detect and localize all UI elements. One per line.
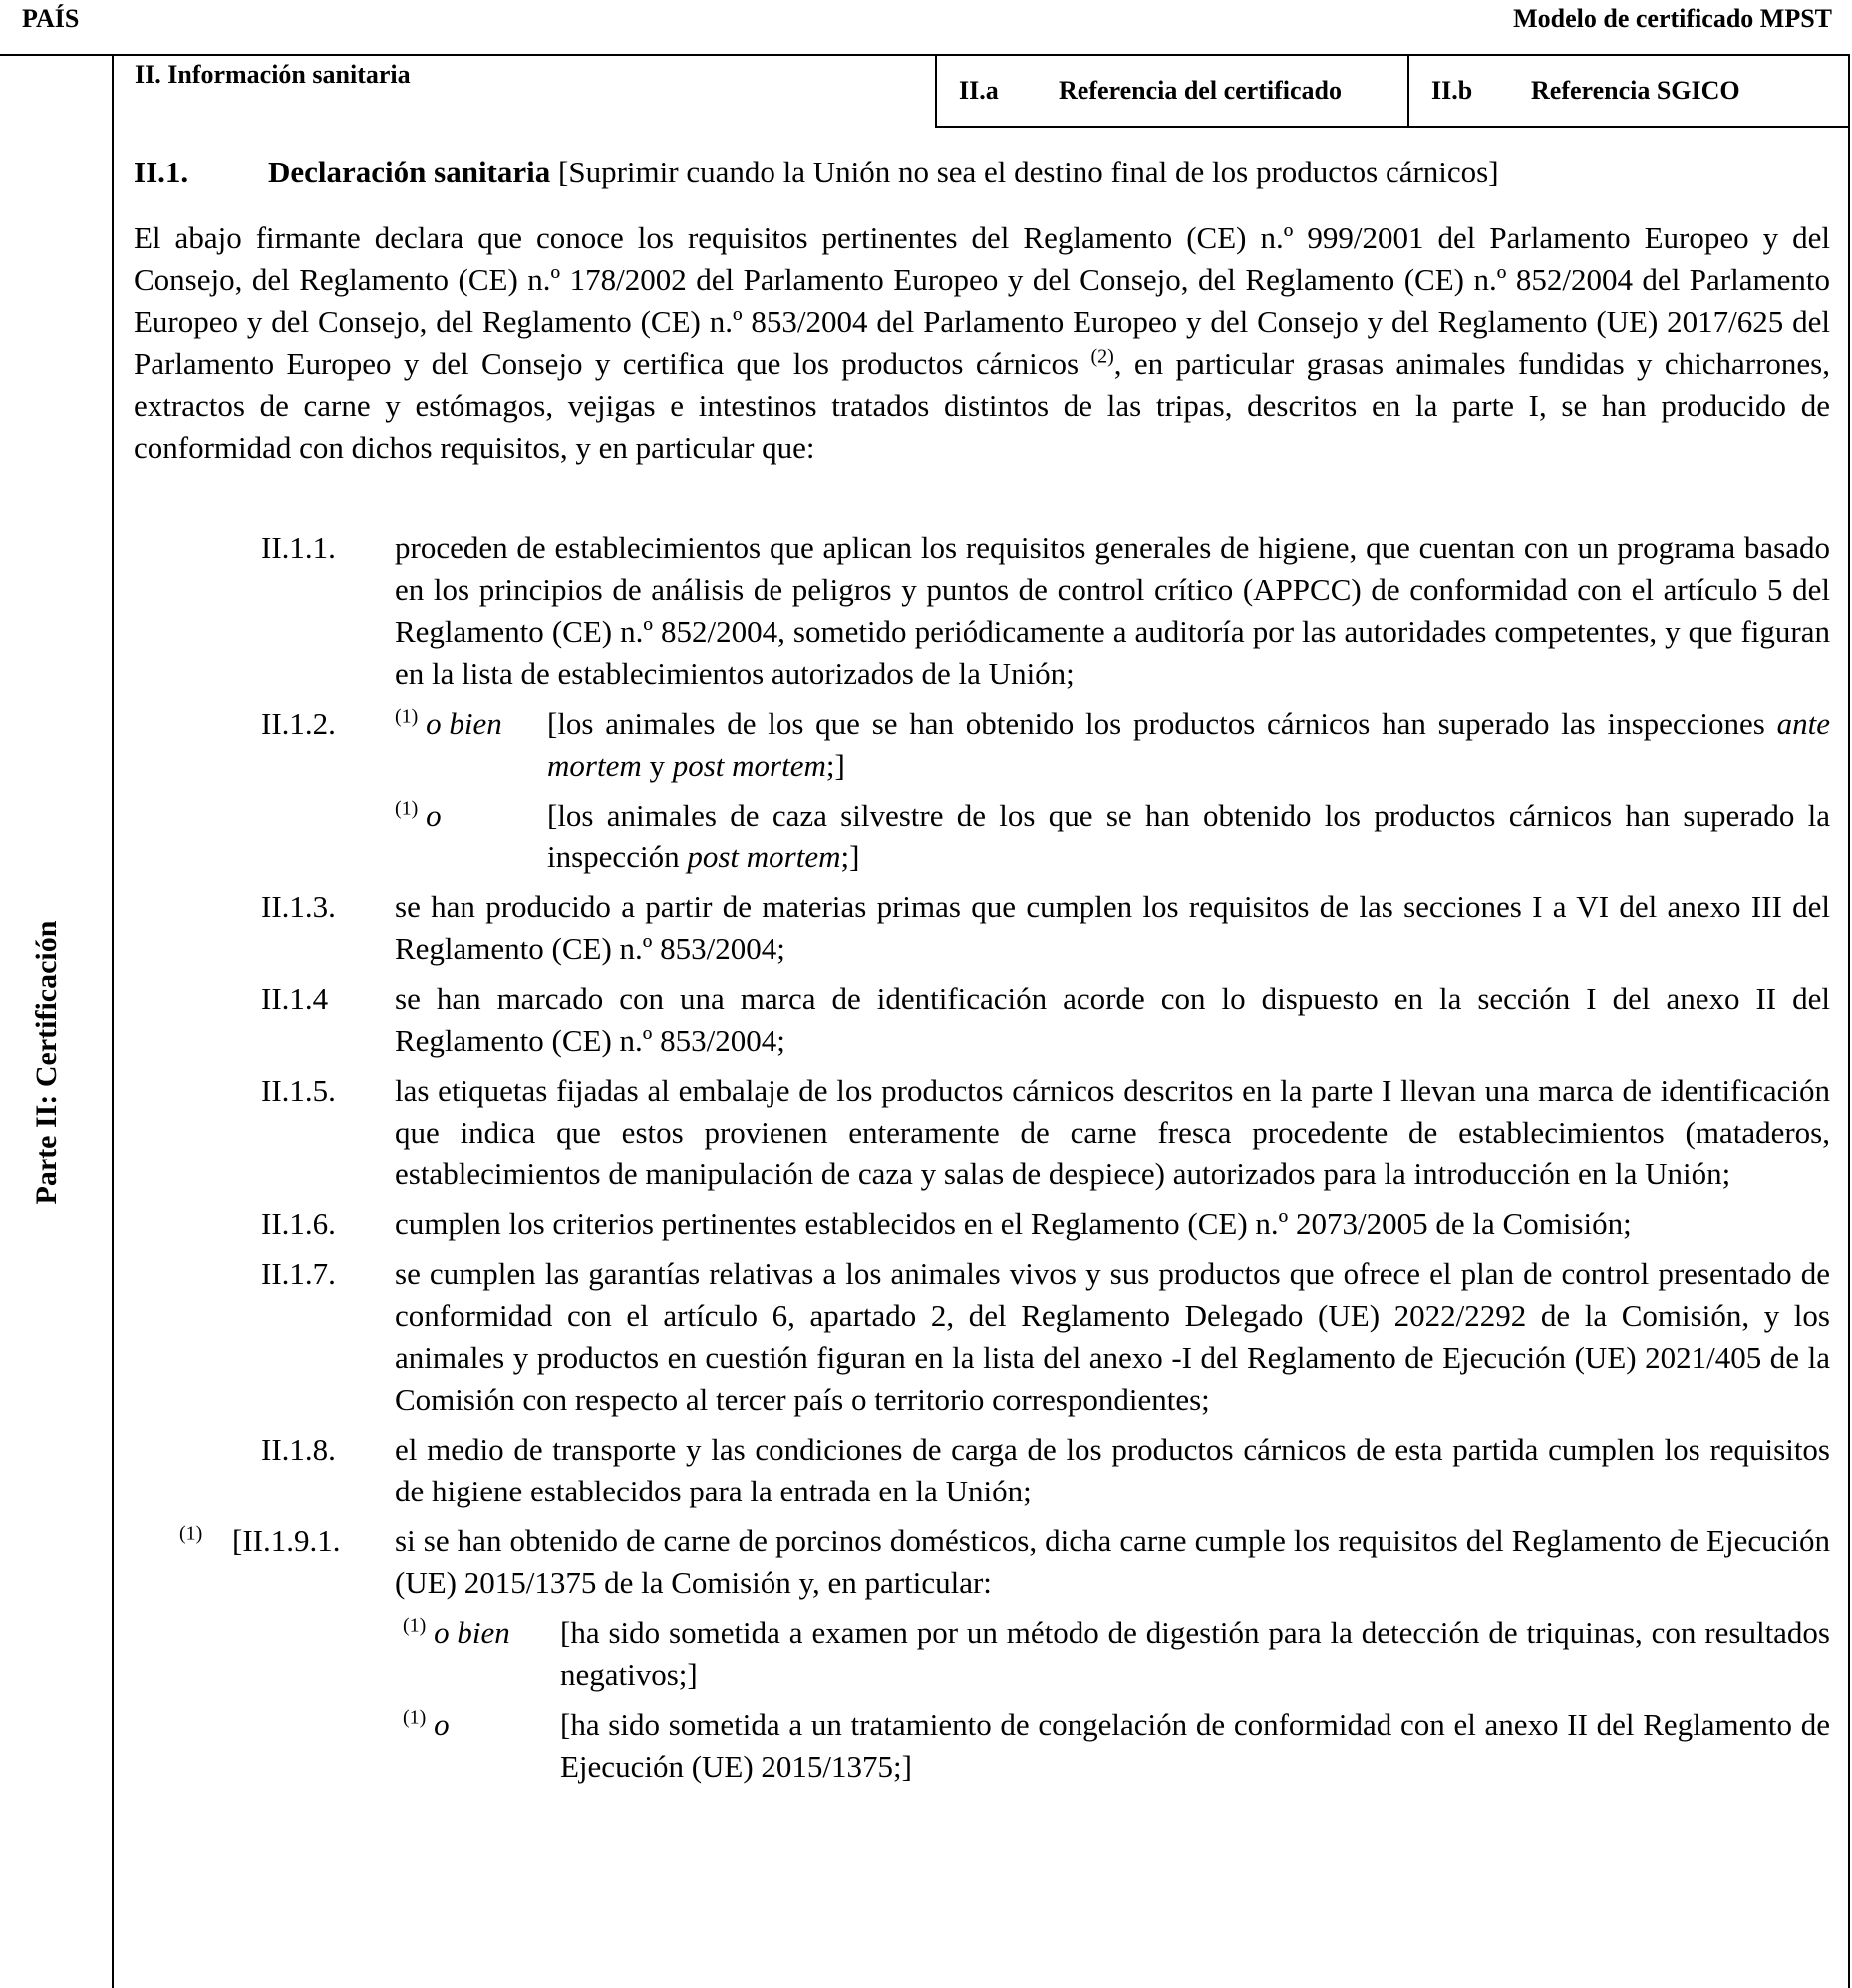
declaration-items	[134, 527, 1830, 1796]
option-text	[547, 703, 1830, 787]
item-number: II.1.6.	[261, 1206, 336, 1241]
item-text: se han producido a partir de materias primas que cumplen los requisitos de las secciones I a VI del anexo III del Reglamento (CE) n.º 853/2004;	[395, 889, 1830, 966]
option-text-part: y	[641, 748, 673, 783]
option-text-italic: ante mortem	[547, 706, 1830, 783]
option-marker	[403, 1704, 560, 1788]
item-number: II.1.1.	[261, 530, 336, 565]
list-item	[134, 703, 1830, 787]
ref-a-code: II.a	[959, 76, 999, 105]
list-item	[134, 886, 1830, 970]
item-text: se cumplen las garantías relativas a los animales vivos y sus productos que ofrece el plan de control presentado de conformidad con el artículo 6, apartado 2, del Reglamento Delegado (UE) 2022/2292 de la Comisión, y los animales y productos en cuestión figuran en la lista del anexo -I del Reglamento de Ejecución (UE) 2021/405 de la Comisión con respecto al tercer país o territorio correspondientes;	[395, 1256, 1830, 1417]
certificate-model-label: Modelo de certificado MPST	[1513, 4, 1832, 33]
option-text-italic: post mortem	[672, 748, 826, 783]
item-number: II.1.2.	[261, 706, 336, 741]
item-number: [II.1.9.1.	[232, 1523, 341, 1558]
option-label: o	[426, 798, 442, 832]
item-text: si se han obtenido de carne de porcinos domésticos, dicha carne cumple los requisitos del Reglamento de Ejecución (UE) 2015/1375 de la Comisión y, en particular:	[395, 1523, 1830, 1600]
country-label: PAÍS	[22, 4, 80, 33]
footnote-ref: (1)	[403, 1706, 427, 1729]
certificate-reference-cell	[937, 56, 1409, 126]
list-item	[134, 978, 1830, 1062]
option-label: o bien	[434, 1615, 510, 1650]
declaration-intro	[134, 217, 1830, 469]
declaration-number: II.1.	[134, 155, 189, 189]
option-text-part: ;]	[840, 839, 860, 874]
section-title: II. Información sanitaria	[135, 60, 411, 89]
option-marker	[403, 1612, 560, 1696]
option-text-part: [los animales de caza silvestre de los que se han obtenido los productos cárnicos han superado la inspección	[547, 798, 1830, 874]
declaration-note: [Suprimir cuando la Unión no sea el destino final de los productos cárnicos]	[558, 155, 1499, 189]
item-number: II.1.5.	[261, 1073, 336, 1108]
item-number: II.1.3.	[261, 889, 336, 924]
option-text	[547, 795, 1830, 878]
option-label: o bien	[426, 706, 502, 741]
list-item	[134, 1203, 1830, 1245]
sidebar	[0, 56, 114, 1988]
reference-box	[935, 56, 1850, 128]
list-item	[134, 1070, 1830, 1195]
footnote-ref: (1)	[403, 1614, 427, 1637]
option-text: [ha sido sometida a examen por un método de digestión para la detección de triquinas, con resultados negativos;]	[560, 1615, 1830, 1692]
item-number: II.1.8.	[261, 1432, 336, 1467]
option-text-part: [los animales de los que se han obtenido los productos cárnicos han superado las inspecciones	[547, 706, 1777, 741]
item-text: se han marcado con una marca de identificación acorde con lo dispuesto en la sección I del anexo II del Reglamento (CE) n.º 853/2004;	[395, 981, 1830, 1058]
item-number-group	[134, 1520, 395, 1604]
footnote-marker	[134, 1520, 232, 1604]
option-text-italic: post mortem	[687, 839, 841, 874]
intro-text-1: El abajo firmante declara que conoce los requisitos pertinentes del Reglamento (CE) n.º 999/2001 del Parlamento Europeo y del Consejo, del Reglamento (CE) n.º 178/2002 del Parlamento Europeo y del Consejo, del Reglamento (CE) n.º 852/2004 del Parlamento Europeo y del Consejo, del Reglamento (CE) n.º 853/2004 del Parlamento Europeo y del Consejo y del Reglamento (UE) 2017/625 del Parlamento Europeo y del Consejo y certifica que los productos cárnicos	[134, 220, 1830, 381]
footnote-ref: (1)	[395, 705, 419, 728]
part-label: Parte II: Certificación	[30, 920, 63, 1205]
ref-a-label: Referencia del certificado	[1059, 76, 1342, 105]
list-item	[134, 527, 1830, 695]
option-text-part: ;]	[825, 748, 845, 783]
item-number: II.1.4	[261, 981, 329, 1016]
option-text: [ha sido sometida a un tratamiento de congelación de conformidad con el anexo II del Reglamento de Ejecución (UE) 2015/1375;]	[560, 1707, 1830, 1784]
sgico-reference-cell	[1409, 56, 1850, 126]
item-text: el medio de transporte y las condiciones de carga de los productos cárnicos de esta partida cumplen los requisitos de higiene establecidos para la entrada en la Unión;	[395, 1432, 1830, 1508]
list-item	[134, 1429, 1830, 1512]
item-text: proceden de establecimientos que aplican los requisitos generales de higiene, que cuentan con un programa basado en los principios de análisis de peligros y puntos de control crítico (APPCC) de conformidad con el artículo 5 del Reglamento (CE) n.º 852/2004, sometido periódicamente a auditoría por las autoridades competentes, y que figuran en la lista de establecimientos autorizados de la Unión;	[395, 530, 1830, 691]
item-number: II.1.7.	[261, 1256, 336, 1291]
option-label: o	[434, 1707, 450, 1742]
certificate-frame	[0, 54, 1850, 1988]
list-item	[134, 1253, 1830, 1421]
list-item-option	[403, 1612, 1830, 1696]
footnote-ref: (1)	[179, 1522, 203, 1545]
ref-b-code: II.b	[1431, 76, 1473, 105]
footnote-ref: (2)	[1090, 345, 1114, 368]
ref-b-label: Referencia SGICO	[1531, 76, 1740, 105]
intro-text-2: , en particular grasas animales fundidas y chicharrones, extractos de carne y estómagos, vejigas e intestinos tratados distintos de las tripas, descritos en la parte I, se han producido de conformidad con dichos requisitos, y en particular que:	[134, 346, 1830, 465]
list-item	[134, 1520, 1830, 1604]
declaration-heading	[134, 152, 1499, 193]
list-item-option	[395, 795, 1830, 878]
declaration-title: Declaración sanitaria	[268, 155, 551, 189]
option-marker	[395, 795, 547, 878]
list-item-option	[403, 1704, 1830, 1788]
item-text: cumplen los criterios pertinentes establecidos en el Reglamento (CE) n.º 2073/2005 de la Comisión;	[395, 1206, 1632, 1241]
option-marker	[395, 703, 547, 787]
footnote-ref: (1)	[395, 797, 419, 820]
item-text: las etiquetas fijadas al embalaje de los productos cárnicos descritos en la parte I llevan una marca de identificación que indica que estos provienen enteramente de carne fresca procedente de establecimientos (mataderos, establecimientos de manipulación de caza y salas de despiece) autorizados para la introducción en la Unión;	[395, 1073, 1830, 1191]
